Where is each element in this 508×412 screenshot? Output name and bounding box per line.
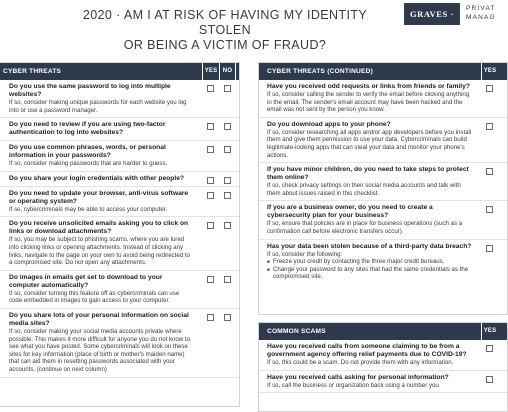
yes-checkbox[interactable]: [486, 376, 493, 383]
yes-checkbox[interactable]: [486, 168, 493, 175]
answer-text: If so, consider turning this feature off as cybercriminals can use code embedded in images to gain access to your computer.: [9, 289, 180, 305]
question-text: Have you received odd requests or links from friends or family?: [267, 83, 470, 90]
common-scams-panel: [258, 322, 508, 412]
yes-checkbox[interactable]: [207, 85, 214, 92]
question-text: Has your data been stolen because of a third-party data breach?: [267, 242, 472, 250]
checklist-item: [259, 240, 507, 284]
no-column-header: NO: [219, 63, 236, 80]
answer-text: If so, call the business or organization back using a number you: [267, 381, 439, 389]
yes-checkbox[interactable]: [207, 123, 214, 130]
checklist-item: [259, 80, 507, 118]
checklist-item: [0, 80, 239, 118]
question-text: Do you need to review if you are using two-factor authentication to log into websites?: [9, 121, 166, 137]
answer-text: If so, this could be a scam. Do not provide them with any information.: [267, 359, 454, 366]
no-checkbox[interactable]: [224, 85, 231, 92]
question-text: Have you received calls from someone claiming to be from a government agency offering relief payments due to COVID-19?: [267, 343, 467, 358]
checklist-item: [0, 118, 239, 141]
logo-tagline-line-2: MANAG: [466, 14, 496, 21]
company-logo: GRAVES · LIGHT: [404, 3, 460, 25]
answer-text: If so, consider calling the sender to verify the email before clicking anything in the email. The sender's email account may have been hacked and the email was not sent by the person you know.: [267, 91, 470, 114]
no-checkbox[interactable]: [224, 123, 231, 130]
cyber-threats-panel: [0, 62, 240, 407]
question-text: Do you receive unsolicited emails asking you to click on links or download attachments?: [9, 220, 189, 236]
no-checkbox[interactable]: [224, 276, 231, 283]
yes-checkbox[interactable]: [486, 245, 493, 252]
bullet-list: [267, 258, 473, 281]
section-title: CYBER THREATS: [3, 68, 62, 75]
section-title: COMMON SCAMS: [267, 328, 326, 335]
section-header: [259, 323, 507, 340]
yes-checkbox[interactable]: [486, 85, 493, 92]
bullet-item: ■ Freeze your credit by contacting the three major credit bureaus.: [267, 258, 473, 266]
bullet-item: ■ Change your password to any sites that had the same credentials as the compromised site.: [267, 266, 473, 281]
question-text: Do you download apps to your phone?: [267, 120, 391, 128]
page-header: [0, 0, 496, 52]
no-checkbox[interactable]: [224, 177, 231, 184]
checklist-item: [0, 309, 239, 378]
question-text: Do you share lots of your personal information on social media sites?: [9, 311, 189, 327]
answer-text: If so, consider the following:: [267, 250, 343, 258]
question-text: Do you use the same password to log into multiple websites?: [9, 83, 171, 98]
no-checkbox[interactable]: [224, 146, 231, 153]
checklist-item: [259, 371, 507, 394]
no-checkbox[interactable]: [224, 222, 231, 229]
page-title: [60, 8, 390, 53]
no-checkbox[interactable]: [224, 192, 231, 199]
yes-checkbox[interactable]: [207, 177, 214, 184]
checklist-item: [259, 201, 507, 239]
answer-text: If so, consider making unique passwords for each website you log into or use a password manager.: [9, 99, 187, 114]
answer-text: If so, consider making your social media accounts private where possible. This makes it more difficult for anyone you do not know to see what you have posted. Some cybercriminals will look on these sites for key information (place of birth or mother's maiden name) that can aid them in resetting passwords associated with your accounts. (continue on next column): [9, 327, 190, 373]
checklist-item: [0, 217, 239, 270]
answer-text: If so, cybercriminals may be able to access your computer.: [9, 205, 168, 213]
question-text: Have you received calls asking for personal information?: [267, 373, 449, 381]
answer-text: If so, consider making passwords that are harder to guess.: [9, 160, 168, 168]
checklist-item: [0, 187, 239, 218]
question-text: If you have minor children, do you need to take steps to protect them online?: [267, 166, 469, 182]
checklist-item: [259, 340, 507, 371]
yes-column-header: YES: [202, 63, 219, 80]
answer-text: If so, check privacy settings on their social media accounts and talk with them about issues raised in this checklist.: [267, 182, 461, 197]
yes-checkbox[interactable]: [486, 206, 493, 213]
logo-tagline: [466, 4, 496, 22]
yes-checkbox[interactable]: [207, 192, 214, 199]
checklist-item: [0, 172, 239, 187]
cyber-threats-continued-panel: [258, 62, 508, 315]
section-header: [0, 63, 239, 80]
checklist-item: [0, 271, 239, 309]
question-text: Do you use common phrases, words, or personal information in your passwords?: [9, 144, 166, 160]
checklist-item: [259, 163, 507, 201]
title-line-1: 2020 · AM I AT RISK OF HAVING MY IDENTITY STOLEN: [82, 8, 368, 37]
yes-checkbox[interactable]: [207, 276, 214, 283]
yes-checkbox[interactable]: [207, 222, 214, 229]
no-checkbox[interactable]: [224, 314, 231, 321]
answer-text: If so, consider researching all apps and/or app developers before you install them and give them permission to use your data. Cybercriminals can build legitimate-looking apps that can steal your data and monitor your phone's actions.: [267, 128, 472, 159]
question-text: Do you share your login credentials with other people?: [9, 174, 185, 182]
checklist-item: [259, 118, 507, 163]
yes-column-header: YES: [481, 63, 498, 80]
checklist-item: [0, 141, 239, 172]
yes-checkbox[interactable]: [486, 345, 493, 352]
title-line-2: OR BEING A VICTIM OF FRAUD?: [123, 38, 327, 52]
section-title: CYBER THREATS (CONTINUED): [267, 68, 373, 75]
answer-text: If so, you may be subject to phishing scams, where you are lured into clicking links or opening attachments. Instead of clicking any links, navigate to the page on your own to avoid being redirected to a compromised site. Do not open any attachments.: [9, 236, 190, 267]
yes-checkbox[interactable]: [486, 123, 493, 130]
logo-tagline-line-1: PRIVAT: [466, 5, 496, 12]
yes-checkbox[interactable]: [207, 314, 214, 321]
question-text: Do you need to update your browser, anti-virus software or operating system?: [9, 189, 189, 205]
question-text: If you are a business owner, do you need to create a cybersecurity plan for your business?: [267, 204, 433, 220]
yes-column-header: YES: [481, 323, 498, 340]
section-header: [259, 63, 507, 80]
answer-text: If so, ensure that policies are in place for business operations (such as a confirmation call before electronic transfers occur).: [267, 220, 463, 235]
yes-checkbox[interactable]: [207, 146, 214, 153]
question-text: Do images in emails get set to download to your computer automatically?: [9, 273, 163, 289]
